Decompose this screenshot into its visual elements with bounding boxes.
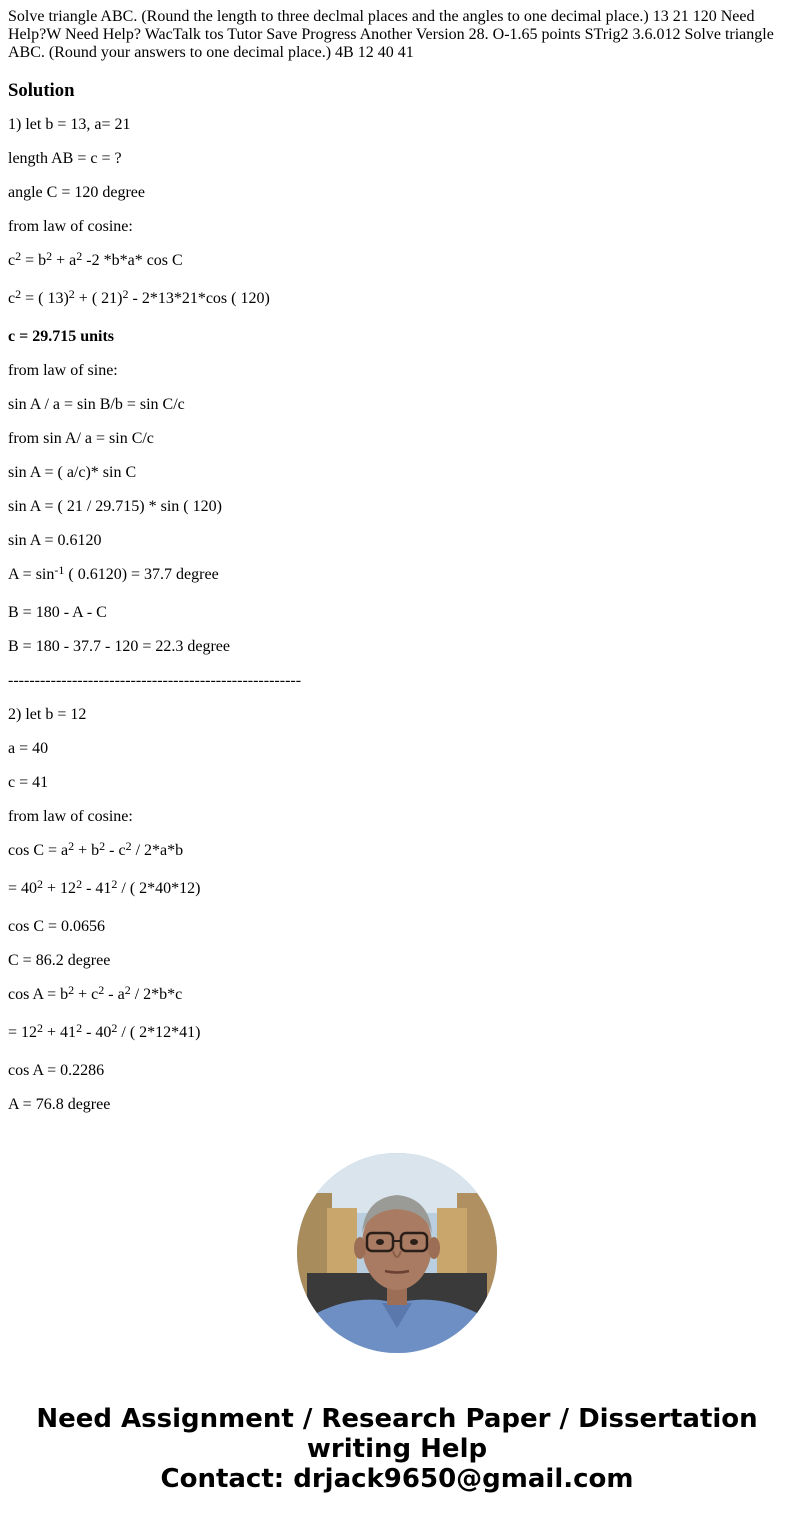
- eq-text: + 12: [43, 880, 77, 897]
- eq-text: / ( 2*40*12): [117, 880, 201, 897]
- eq-text: A = sin: [8, 566, 55, 583]
- separator: -------------------------------------------------------: [8, 672, 302, 689]
- eq-text: = ( 13): [21, 290, 69, 307]
- tutor-portrait: [297, 1153, 497, 1353]
- solution-line: length AB = c = ?: [8, 150, 122, 167]
- eq-text: + b: [74, 842, 100, 859]
- exponent: 2: [76, 1021, 83, 1035]
- solution-line: c = 41: [8, 774, 49, 791]
- solution-line: C = 86.2 degree: [8, 952, 111, 969]
- solution-heading: Solution: [8, 80, 75, 101]
- eq-text: + 41: [43, 1024, 77, 1041]
- exponent: 2: [98, 983, 105, 997]
- solution-line: a = 40: [8, 740, 49, 757]
- footer-ad: [0, 1404, 794, 1494]
- exponent: -1: [54, 563, 65, 577]
- footer-line: Need Assignment / Research Paper / Dissertation: [36, 1404, 758, 1434]
- exponent: 2: [76, 877, 83, 891]
- exponent: 2: [15, 287, 22, 301]
- solution-line: from law of cosine:: [8, 808, 133, 825]
- exponent: 2: [46, 249, 53, 263]
- eq-text: cos C = a: [8, 842, 69, 859]
- equation-line: [8, 1021, 786, 1042]
- equation-line: [8, 839, 786, 860]
- footer-line: writing Help: [306, 1434, 488, 1464]
- eq-text: - 2*13*21*cos ( 120): [128, 290, 270, 307]
- eq-text: - 41: [82, 880, 112, 897]
- eq-text: = b: [21, 252, 47, 269]
- result-c: c = 29.715 units: [8, 328, 115, 345]
- eq-text: ( 0.6120) = 37.7 degree: [64, 566, 219, 583]
- eq-text: cos A = b: [8, 986, 69, 1003]
- exponent: 2: [15, 249, 22, 263]
- solution-line: sin A / a = sin B/b = sin C/c: [8, 396, 185, 413]
- equation-line: [8, 249, 786, 270]
- solution-line: 2) let b = 12: [8, 706, 87, 723]
- solution-line: sin A = ( 21 / 29.715) * sin ( 120): [8, 498, 222, 515]
- avatar: [297, 1153, 497, 1353]
- footer-contact: Contact: drjack9650@gmail.com: [160, 1464, 634, 1494]
- exponent: 2: [111, 1021, 118, 1035]
- exponent: 2: [68, 983, 75, 997]
- equation-line: [8, 287, 786, 308]
- eq-text: c: [8, 290, 16, 307]
- solution-line: sin A = ( a/c)* sin C: [8, 464, 137, 481]
- equation-line: [8, 563, 786, 584]
- exponent: 2: [68, 839, 75, 853]
- solution-line: from sin A/ a = sin C/c: [8, 430, 154, 447]
- solution-line: from law of sine:: [8, 362, 118, 379]
- equation-line: [8, 877, 786, 898]
- eq-text: / 2*b*c: [130, 986, 183, 1003]
- eq-text: - a: [104, 986, 125, 1003]
- exponent: 2: [68, 287, 75, 301]
- solution-line: cos A = 0.2286: [8, 1062, 105, 1079]
- exponent: 2: [124, 983, 131, 997]
- solution-line: B = 180 - 37.7 - 120 = 22.3 degree: [8, 638, 231, 655]
- solution-line: angle C = 120 degree: [8, 184, 145, 201]
- exponent: 2: [122, 287, 129, 301]
- eq-text: + a: [52, 252, 77, 269]
- exponent: 2: [125, 839, 132, 853]
- solution-line: A = 76.8 degree: [8, 1096, 111, 1113]
- exponent: 2: [37, 877, 44, 891]
- solution-line: sin A = 0.6120: [8, 532, 102, 549]
- eq-text: - 40: [82, 1024, 112, 1041]
- solution-line: cos C = 0.0656: [8, 918, 106, 935]
- eq-text: / 2*a*b: [131, 842, 184, 859]
- exponent: 2: [99, 839, 106, 853]
- question-text: Solve triangle ABC. (Round the length to three declmal places and the angles to one decimal place.) 13 21 120 Need Help?W Need Help? WacTalk tos Tutor Save Progress Another Version 28. O-1.65 points STrig2 3.6.012 Solve triangle ABC. (Round your answers to one decimal place.) 4B 12 40 41: [8, 8, 774, 61]
- eq-text: c: [8, 252, 16, 269]
- eq-text: / ( 2*12*41): [117, 1024, 201, 1041]
- eq-text: -2 *b*a* cos C: [82, 252, 183, 269]
- eq-text: + c: [74, 986, 99, 1003]
- solution-line: from law of cosine:: [8, 218, 133, 235]
- equation-line: [8, 983, 786, 1004]
- exponent: 2: [37, 1021, 44, 1035]
- document-body: [8, 8, 786, 1130]
- solution-line: 1) let b = 13, a= 21: [8, 116, 131, 133]
- eq-text: - c: [105, 842, 126, 859]
- eq-text: + ( 21): [74, 290, 123, 307]
- solution-line: B = 180 - A - C: [8, 604, 107, 621]
- exponent: 2: [111, 877, 118, 891]
- eq-text: = 12: [8, 1024, 38, 1041]
- eq-text: = 40: [8, 880, 38, 897]
- exponent: 2: [76, 249, 83, 263]
